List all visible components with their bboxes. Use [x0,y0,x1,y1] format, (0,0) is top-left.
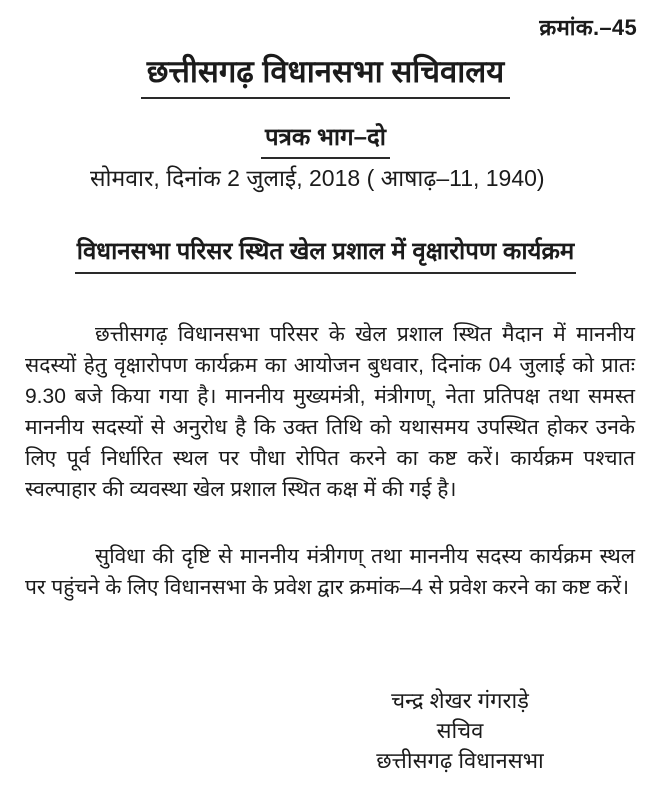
org-title: छत्तीसगढ़ विधानसभा सचिवालय [141,50,511,99]
subject-heading: विधानसभा परिसर स्थित खेल प्रशाल में वृक्षारोपण कार्यक्रम [75,234,577,274]
body-paragraph-1: छत्तीसगढ़ विधानसभा परिसर के खेल प्रशाल स्थित मैदान में माननीय सदस्यों हेतु वृक्षारोपण कार्यक्रम का आयोजन बुधवार, दिनांक 04 जुलाई को प्रातः 9.30 बजे किया गया है। माननीय मुख्यमंत्री, मंत्रीगण्, नेता प्रतिपक्ष तथा समस्त माननीय सदस्यों से अनुरोध है कि उक्त तिथि को यथासमय उपस्थित होकर उनके लिए पूर्व निर्धारित स्थल पर पौधा रोपित करने का कष्ट करें। कार्यक्रम पश्चात स्वल्पाहार की व्यवस्था खेल प्रशाल स्थित कक्ष में की गई है। [25,323,635,501]
signatory-name: चन्द्र शेखर गंगराड़े [391,688,529,713]
body-paragraph-2: सुविधा की दृष्टि से माननीय मंत्रीगण् तथा माननीय सदस्य कार्यक्रम स्थल पर पहुंचने के लिए विधानसभा के प्रवेश द्वार क्रमांक–4 से प्रवेश करने का कष्ट करें। [25,545,635,599]
serial-number: क्रमांक.–45 [539,15,637,40]
signatory-organization: छत्तीसगढ़ विधानसभा [376,748,544,773]
date-line: सोमवार, दिनांक 2 जुलाई, 2018 ( आषाढ़–11, 1940) [90,165,545,191]
doc-type-subtitle: पत्रक भाग–दो [261,120,390,159]
doc-type-row [0,120,651,159]
org-title-row [0,50,651,99]
subject-row [0,234,651,274]
signature-block [330,686,590,776]
signatory-designation: सचिव [436,718,484,743]
